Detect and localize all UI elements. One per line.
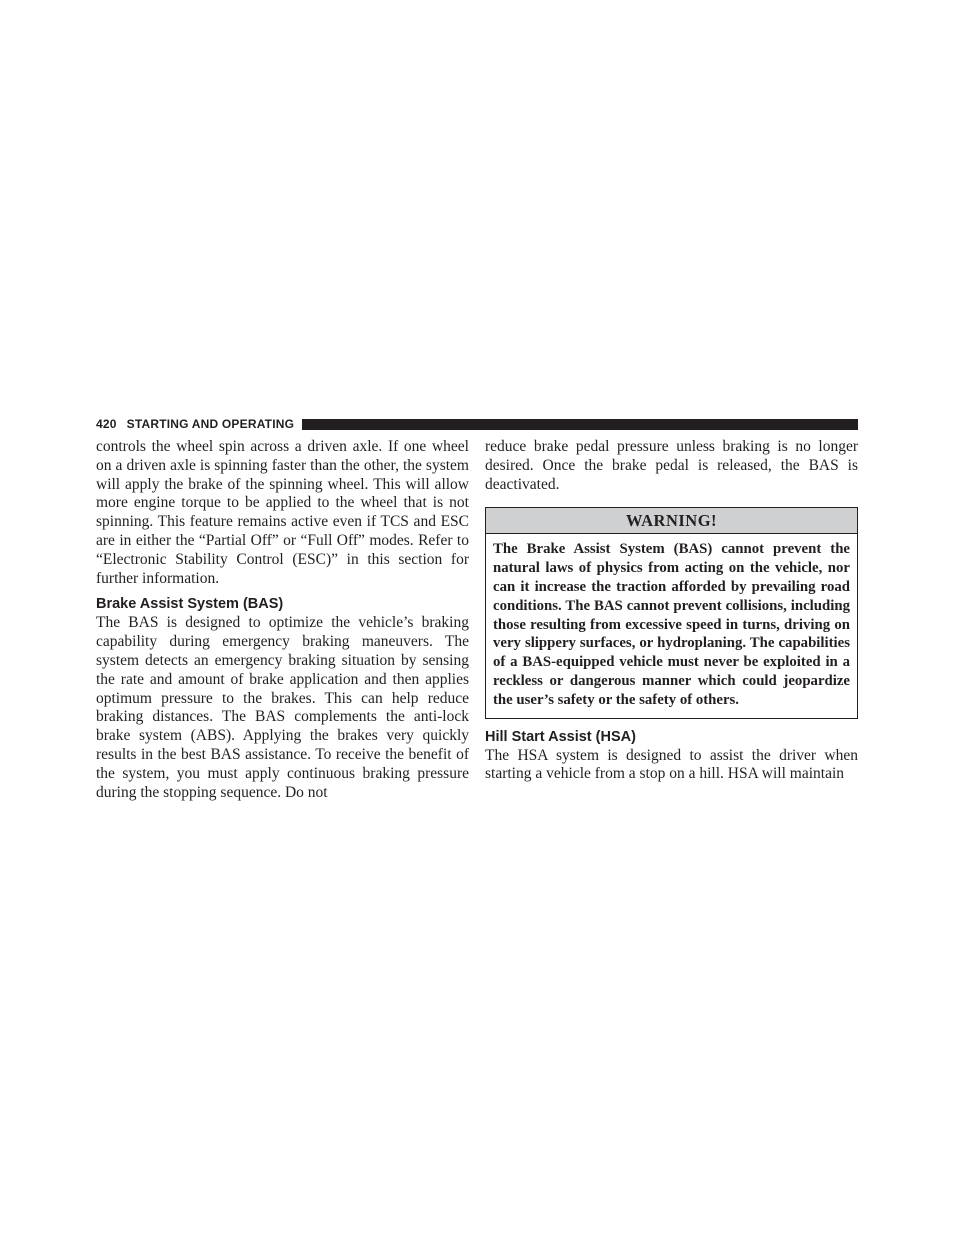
warning-text: The Brake Assist System (BAS) cannot prevent the natural laws of physics from acting on the vehicle, nor can it increase the traction afforded by prevailing road conditions. The BAS cannot prevent collisions, including those resulting from excessive speed in turns, driving on very slippery surfaces, or hydroplaning. The capabilities of a BAS-equipped vehicle must never be exploited in a reckless or dangerous manner which could jeopardize the user’s safety or the safety of others.	[493, 541, 850, 708]
bas-paragraph: The BAS is designed to optimize the vehicle’s braking capability during emergency braking maneuvers. The system detects an emergency braking situation by sensing the rate and amount of brake application and then applies optimum pressure to the brakes. This can help reduce braking distances. The BAS complements the anti-lock brake system (ABS). Applying the brakes very quickly results in the best BAS assistance. To receive the benefit of the system, you must apply continuous braking pressure during the stopping sequence. Do not	[96, 614, 469, 801]
wheel-spin-paragraph: controls the wheel spin across a driven axle. If one wheel on a driven axle is spinning faster than the other, the system will apply the brake of the spinning wheel. This will allow more engine torque to be applied to the wheel that is not spinning. This feature remains active even if TCS and ESC are in either the “Partial Off” or “Full Off” modes. Refer to “Electronic Stability Control (ESC)” in this section for further information.	[96, 438, 469, 587]
right-column	[485, 438, 858, 784]
hsa-heading: Hill Start Assist (HSA)	[485, 728, 636, 745]
section-title: STARTING AND OPERATING	[126, 417, 295, 431]
warning-title: WARNING!	[486, 508, 857, 534]
page-header	[96, 416, 858, 432]
bas-heading: Brake Assist System (BAS)	[96, 596, 284, 613]
page-number: 420	[96, 417, 117, 431]
header-rule	[302, 419, 858, 430]
bas-continued-paragraph: reduce brake pedal pressure unless braking is no longer desired. Once the brake pedal is released, the BAS is deactivated.	[485, 438, 858, 493]
warning-box	[485, 507, 858, 718]
hsa-paragraph: The HSA system is designed to assist the driver when starting a vehicle from a stop on a hill. HSA will maintain	[485, 746, 858, 783]
left-column	[96, 438, 469, 802]
